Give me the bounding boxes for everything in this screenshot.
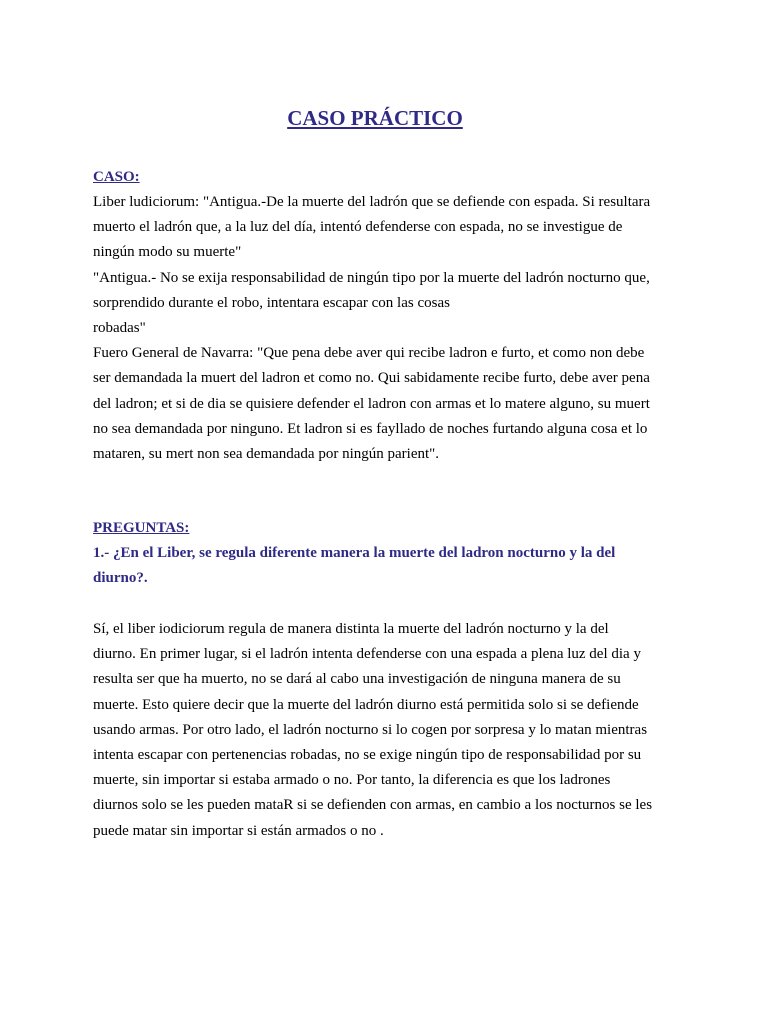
answer-line: Sí, el liber iodiciorum regula de manera distinta la muerte del ladrón nocturno y la del xyxy=(93,621,609,637)
answer-line: muerte. Esto quiere decir que la muerte del ladrón diurno está permitida solo si se defiende xyxy=(93,696,639,713)
caso-line: robadas" xyxy=(93,320,146,337)
preguntas-heading: PREGUNTAS: xyxy=(93,520,190,536)
preguntas-section xyxy=(93,516,693,591)
answer-line: puede matar sin importar si están armados o no . xyxy=(93,822,384,839)
document-title: CASO PRÁCTICO xyxy=(287,106,463,130)
caso-line: mataren, su mert non sea demandada por ningún parient". xyxy=(93,446,440,463)
caso-line: ser demandada la muert del ladron et como no. Qui sabidamente recibe furto, debe aver pena xyxy=(93,370,650,387)
caso-line: Liber ludiciorum: "Antigua.-De la muerte del ladrón que se defiende con espada. Si resultara xyxy=(93,194,651,210)
caso-line: ningún modo su muerte" xyxy=(93,244,242,261)
question-1 xyxy=(93,541,693,591)
answer-paragraph xyxy=(93,617,693,844)
answer-line: intenta escapar con pertenencias robadas, no se exige ningún tipo de responsabilidad por su xyxy=(93,747,642,764)
answer-line: diurno. En primer lugar, si el ladrón intenta defenderse con una espada a plena luz del dia y xyxy=(93,646,641,663)
answer-section xyxy=(93,617,693,844)
caso-section xyxy=(93,165,693,467)
caso-line: no sea demandada por ninguno. Et ladron si es fayllado de noches furtando alguna cosa et lo xyxy=(93,420,648,437)
question-line: diurno?. xyxy=(93,570,148,587)
question-line: 1.- ¿En el Liber, se regula diferente manera la muerte del ladron nocturno y la del xyxy=(93,545,616,561)
answer-line: muerte, sin importar si estaba armado o no. Por tanto, la diferencia es que los ladrones xyxy=(93,772,611,789)
caso-line: muerto el ladrón que, a la luz del día, intentó defenderse con espada, no se investigue de xyxy=(93,219,623,236)
caso-line: del ladron; et si de dia se quisiere defender el ladron con armas et lo matere alguno, su muert xyxy=(93,395,650,412)
answer-line: diurnos solo se les pueden mataR si se defienden con armas, en cambio a los nocturnos se les xyxy=(93,797,653,814)
caso-line: "Antigua.- No se exija responsabilidad de ningún tipo por la muerte del ladrón nocturno que, xyxy=(93,269,650,286)
answer-line: resulta ser que ha muerto, no se dará al cabo una investigación de ninguna manera de su xyxy=(93,671,621,688)
caso-paragraph xyxy=(93,190,693,467)
caso-line: Fuero General de Navarra: "Que pena debe aver qui recibe ladron e furto, et como non debe xyxy=(93,345,645,362)
caso-line: sorprendido durante el robo, intentara escapar con las cosas xyxy=(93,294,450,311)
answer-line: usando armas. Por otro lado, el ladrón nocturno si lo cogen por sorpresa y lo matan mientras xyxy=(93,721,648,738)
caso-heading: CASO: xyxy=(93,169,140,185)
